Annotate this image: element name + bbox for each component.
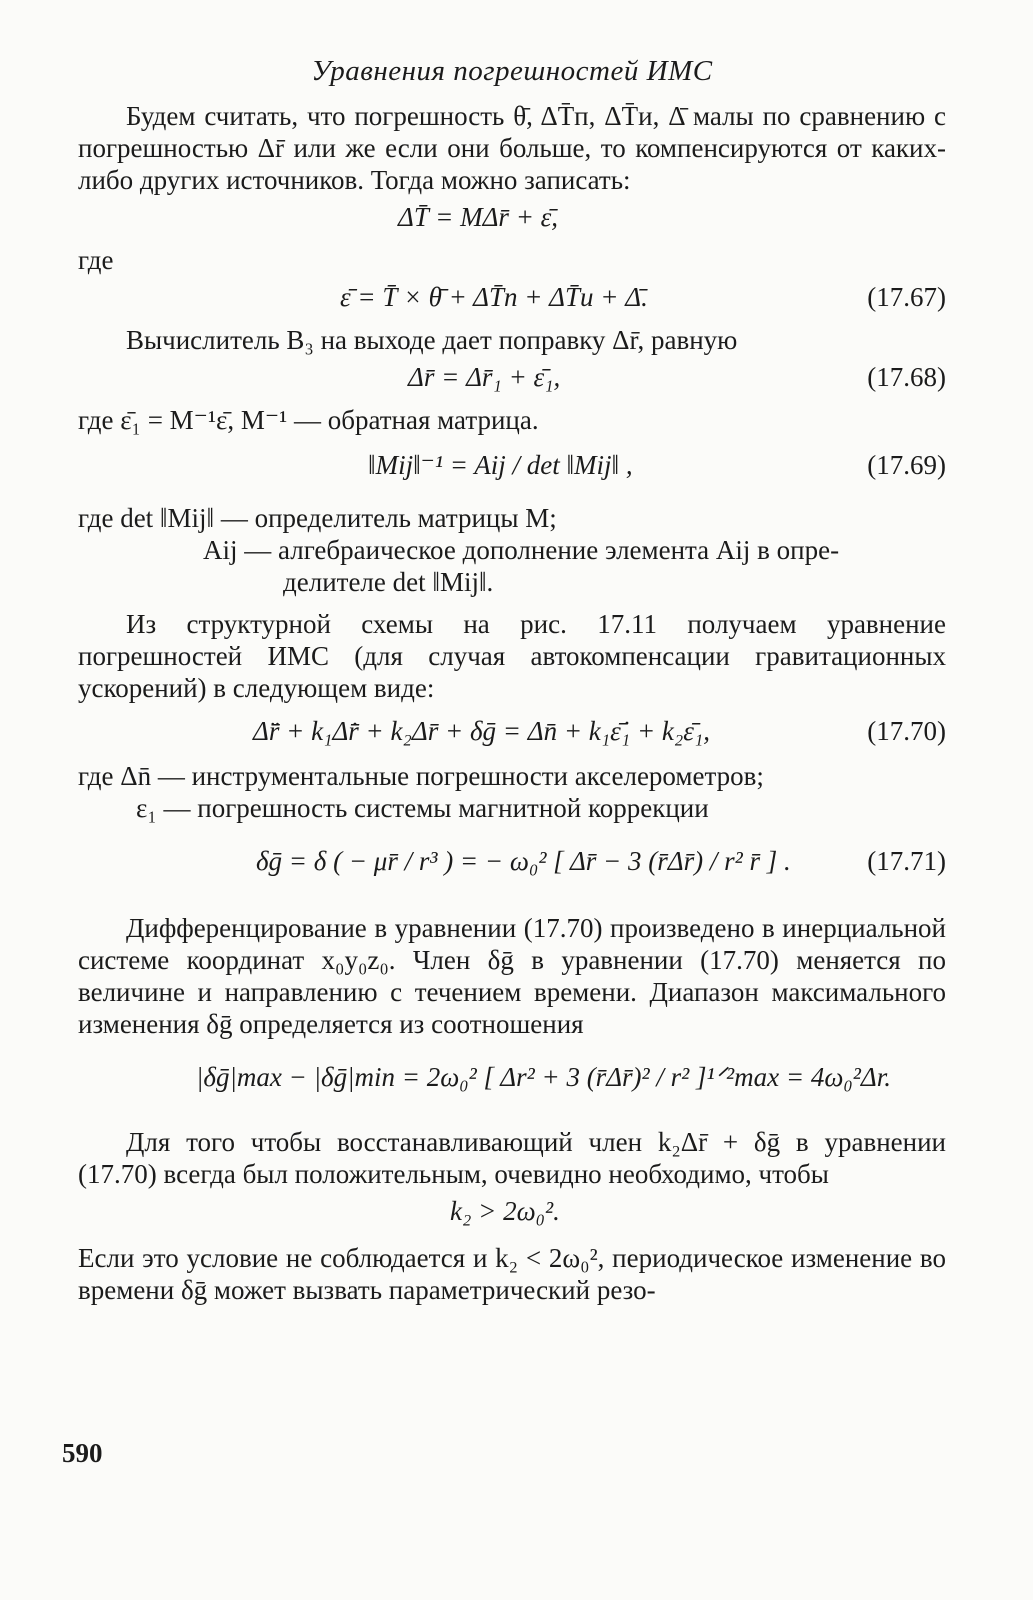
where-label-1: где: [78, 245, 114, 275]
definition-epsilon: ε₁ — погрешность системы магнитной коррекции: [136, 793, 709, 823]
paragraph-4: Из структурной схемы на рис. 17.11 получаем уравнение погрешностей ИМС (для случая автокомпенсации гравитационных ускорений) в следующем виде:: [78, 609, 946, 703]
paragraph-3: где ε̄₁ = M⁻¹ε̄, M⁻¹ — обратная матрица.: [78, 405, 539, 435]
equation-17-68-formula: Δr̄ = Δr̄₁ + ε̄₁,: [408, 362, 561, 392]
equation-17-67: [78, 276, 946, 324]
definitions-2: [78, 760, 946, 824]
equation-17-69-number: (17.69): [867, 450, 946, 480]
running-header: Уравнения погрешностей ИМС: [311, 55, 713, 87]
page-body: [78, 55, 946, 1306]
equation-1: [78, 196, 946, 244]
equation-condition: [78, 1190, 946, 1236]
equation-17-68: [78, 356, 946, 404]
definitions-1: [78, 502, 946, 598]
equation-17-71: [78, 824, 946, 906]
paragraph-5: Дифференцирование в уравнении (17.70) произведено в инерциальной системе координат x₀y₀z₀. Член δḡ в уравнении (17.70) меняется по величине и направлению с течением времени. Диапазон максимального изменения δḡ определяется из соотношения: [78, 913, 946, 1039]
equation-17-70-number: (17.70): [867, 716, 946, 746]
definition-aij: Aij — алгебраическое дополнение элемента Aij в опре-: [203, 535, 840, 565]
equation-17-71-number: (17.71): [867, 846, 946, 876]
paragraph-7: Если это условие не соблюдается и k₂ < 2ω₀², периодическое изменение во времени δḡ может вызвать параметрический резо-: [78, 1243, 946, 1305]
equation-17-69: [78, 436, 946, 502]
definition-delta-n: где Δn̄ — инструментальные погрешности акселерометров;: [78, 761, 764, 791]
paragraph-6: Для того чтобы восстанавливающий член k₂Δr̄ + δḡ в уравнении (17.70) всегда был положительным, очевидно необходимо, чтобы: [78, 1127, 946, 1189]
equation-range-formula: |δḡ|max − |δḡ|min = 2ω₀² [ Δr² + 3 (r̄Δr̄)² / r² ]¹ᐟ²max = 4ω₀²Δr.: [196, 1062, 891, 1092]
equation-range: [78, 1040, 946, 1120]
definition-aij-cont: делителе det ‖Mij‖.: [283, 567, 494, 597]
equation-17-70-formula: Δr̄̈ + k₁Δr̄̇ + k₂Δr̄ + δḡ = Δn̄ + k₁ε̄̇₁ + k₂ε̄₁,: [253, 716, 711, 746]
paragraph-1: Будем считать, что погрешность θ̄, ΔT̄п, ΔT̄и, Δ̄ малы по сравнению с погрешностью Δr̄ или же если они больше, то компенсируются от каких-либо других источников. Тогда можно записать:: [78, 101, 946, 195]
paragraph-2: Вычислитель B₃ на выходе дает поправку Δr̄, равную: [126, 325, 738, 355]
equation-1-formula: ΔT̄ = MΔr̄ + ε̄,: [398, 202, 559, 232]
equation-condition-formula: k₂ > 2ω₀².: [450, 1196, 560, 1226]
equation-17-71-formula: δḡ = δ ( − μr̄ / r³ ) = − ω₀² [ Δr̄ − 3 (r̄Δr̄) / r² r̄ ] .: [256, 846, 791, 876]
page-number: 590: [62, 1438, 103, 1468]
definition-det: где det ‖Mij‖ — определитель матрицы M;: [78, 503, 557, 533]
equation-17-69-formula: ‖Mij‖⁻¹ = Aij / det ‖Mij‖ ,: [368, 450, 633, 480]
equation-17-68-number: (17.68): [867, 362, 946, 392]
equation-17-67-formula: ε̄ = T̄ × θ̄ + ΔT̄п + ΔT̄и + Δ̄.: [340, 282, 648, 312]
equation-17-67-number: (17.67): [867, 282, 946, 312]
equation-17-70: [78, 704, 946, 760]
